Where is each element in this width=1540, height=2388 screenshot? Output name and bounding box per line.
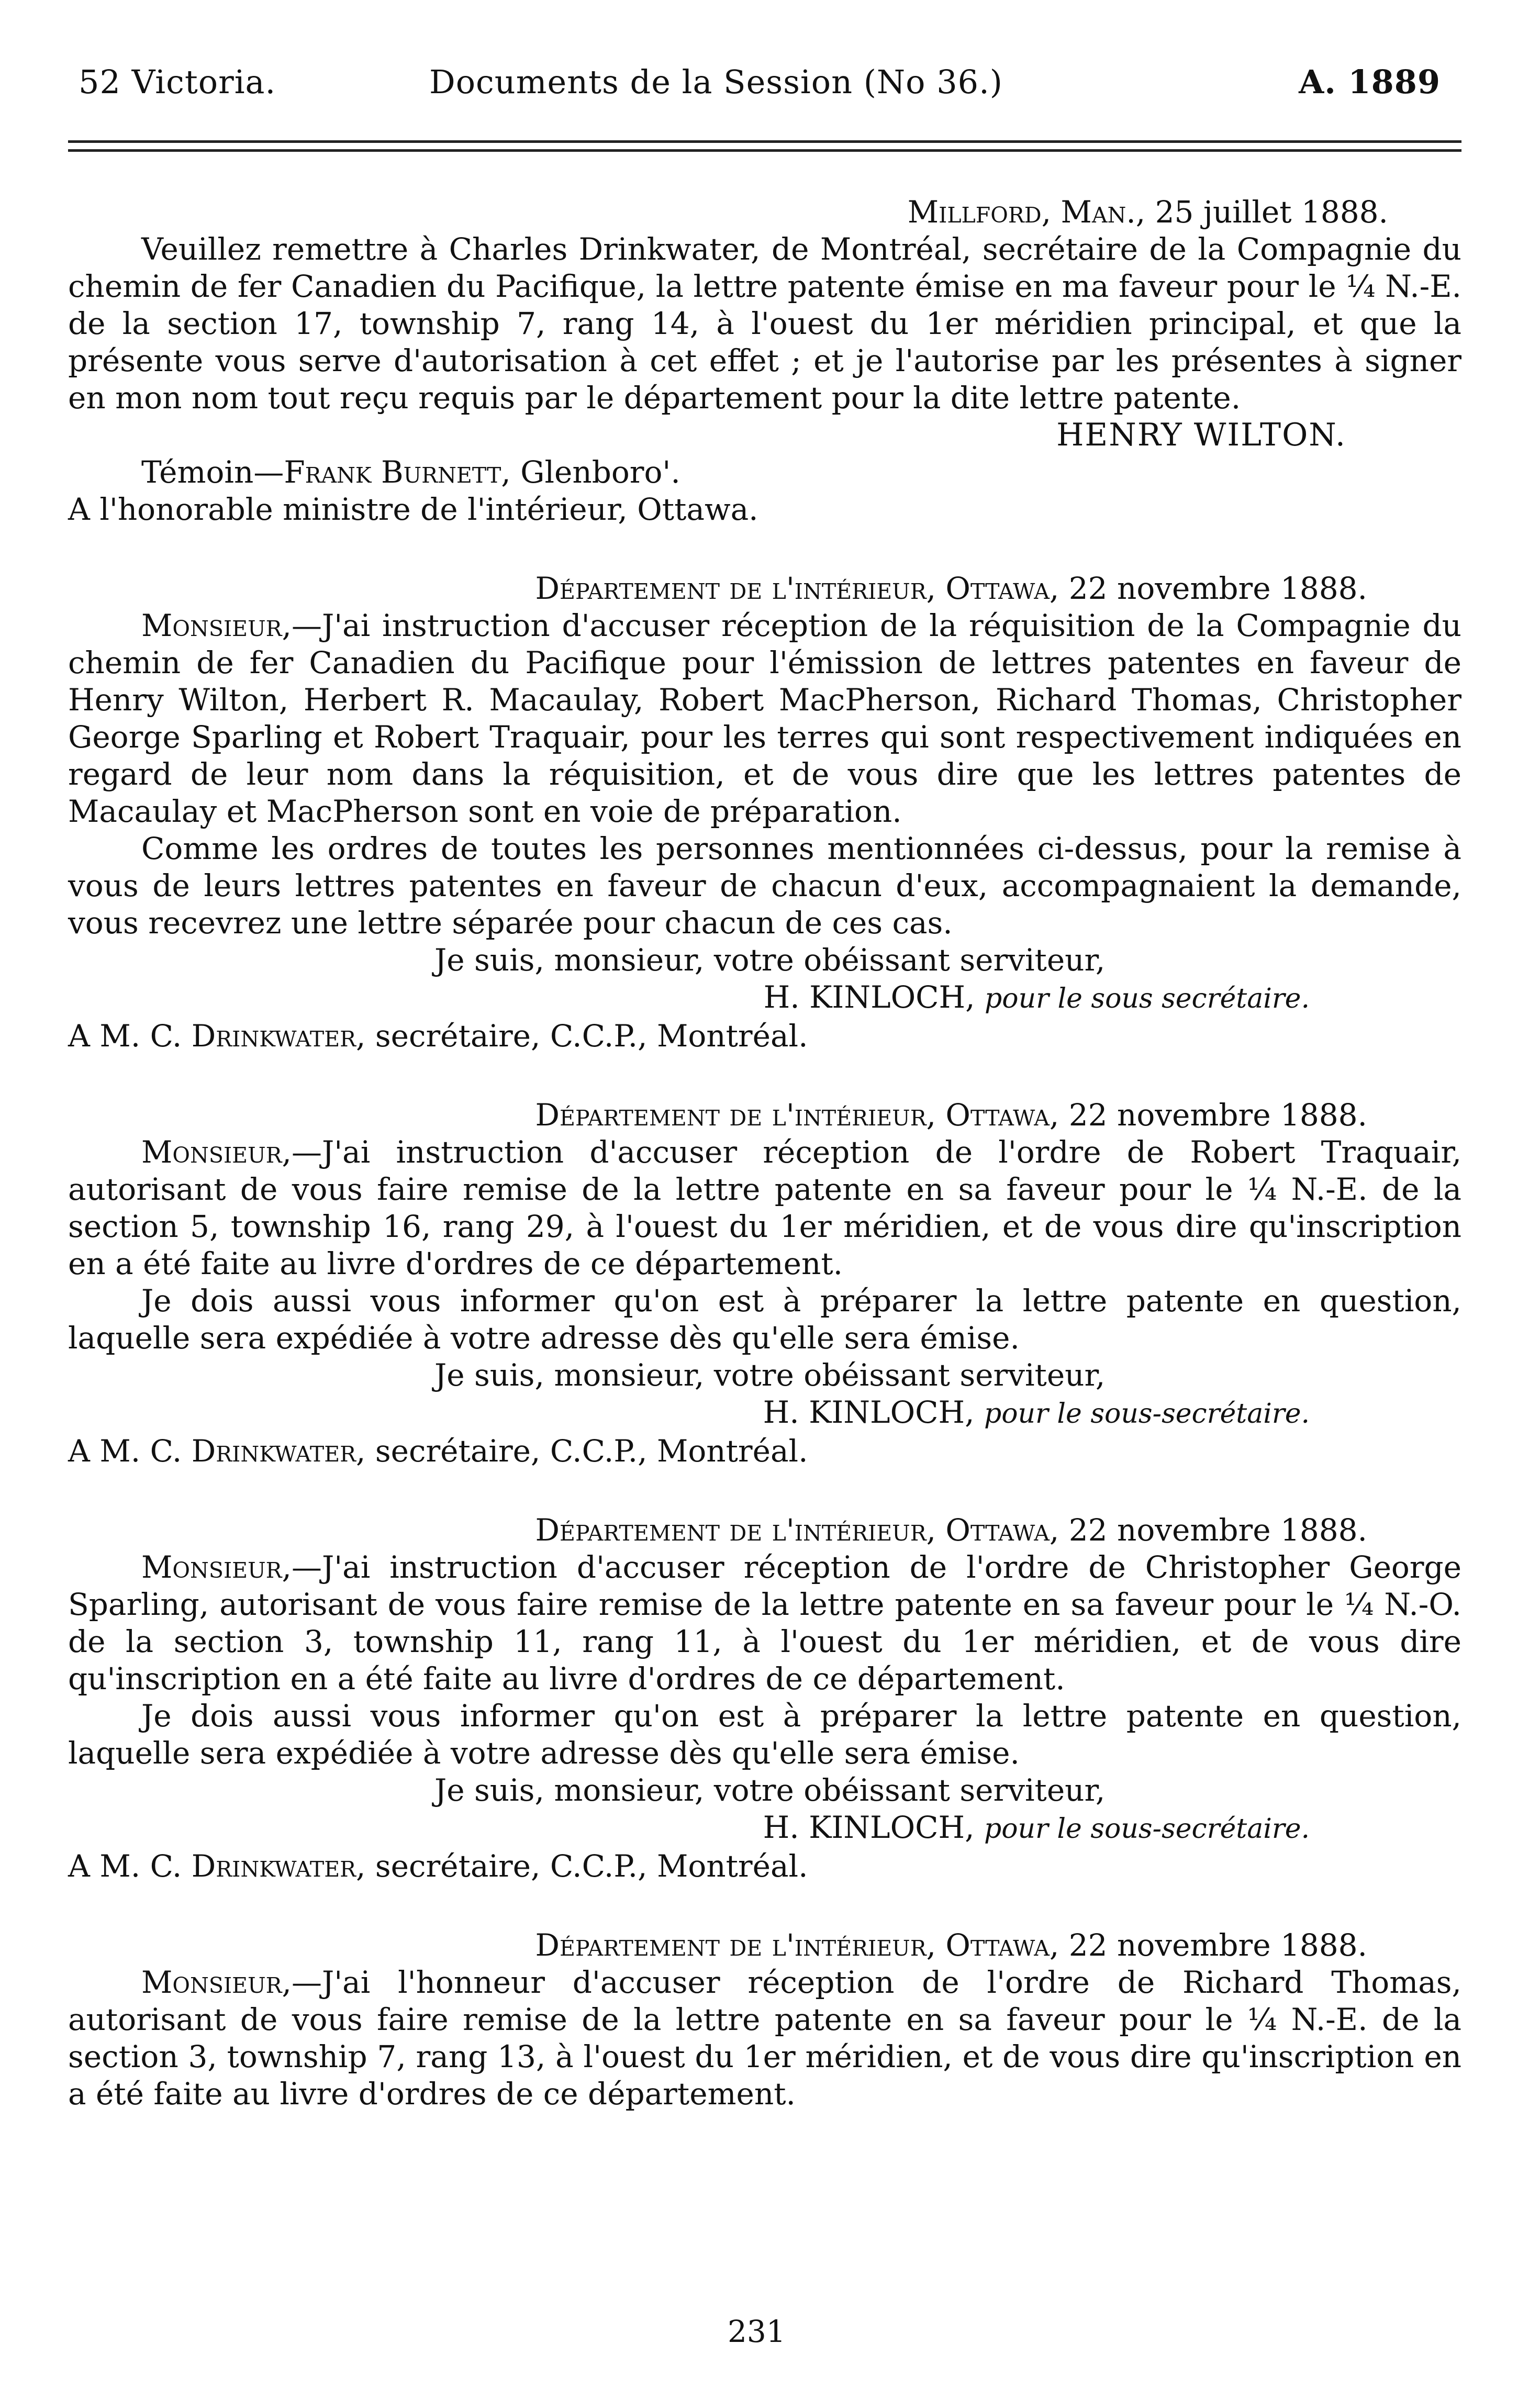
header-volume: 52 Victoria. xyxy=(79,63,276,101)
letter-place: Millford, Man., xyxy=(907,194,1146,230)
signer-name: H. KINLOCH, xyxy=(763,979,975,1015)
letter-signature: HENRY WILTON. xyxy=(1056,417,1346,453)
letter-date: 22 novembre 1888. xyxy=(1068,1097,1367,1133)
letter-sparling xyxy=(68,1512,1461,1885)
letter-salutation: Monsieur, xyxy=(141,1965,292,2000)
running-header xyxy=(68,63,1461,115)
witness-line xyxy=(68,454,1461,491)
letter-signer xyxy=(68,979,1461,1018)
letter-recipient xyxy=(68,1433,1461,1470)
recipient-name: Drinkwater xyxy=(191,1018,356,1054)
letter-requisition xyxy=(68,570,1461,1055)
recipient-rest: , secrétaire, C.C.P., Montréal. xyxy=(356,1018,808,1054)
letter-paragraph xyxy=(68,1134,1461,1282)
signer-title: pour le sous-secrétaire. xyxy=(984,1813,1310,1845)
letter-paragraph-text: —J'ai instruction d'accuser réception de l'ordre de Robert Traquair, autorisant de vous faire remise de la lettre patente en sa faveur pour le ¼ N.-E. de la section 5, township 16, rang 29, à l'ouest du 1er méridien, et de vous dire qu'inscription en a été faite au livre d'ordres de ce département. xyxy=(68,1134,1461,1281)
letter-signer xyxy=(68,1394,1461,1433)
recipient-rest: , secrétaire, C.C.P., Montréal. xyxy=(356,1848,808,1884)
letter-dateline xyxy=(68,570,1461,607)
letter-closing: Je suis, monsieur, votre obéissant serviteur, xyxy=(434,1357,1106,1393)
letter-place: Département de l'intérieur, Ottawa, xyxy=(535,1097,1059,1133)
letter-paragraph: Comme les ordres de toutes les personnes mentionnées ci-dessus, pour la remise à vous de leurs lettres patentes en faveur de chacun d'eux, accompagnaient la demande, vous recevrez une lettre séparée pour chacun de ces cas. xyxy=(68,831,1461,941)
letter-recipient xyxy=(68,1848,1461,1885)
recipient-prefix: A M. C. xyxy=(68,1018,192,1054)
letter-dateline xyxy=(68,1512,1461,1549)
letter-addressee: A l'honorable ministre de l'intérieur, Ottawa. xyxy=(68,492,758,527)
witness-place: , Glenboro'. xyxy=(501,454,680,490)
letter-paragraph-text: —J'ai l'honneur d'accuser réception de l'ordre de Richard Thomas, autorisant de vous faire remise de la lettre patente en sa faveur pour le ¼ N.-E. de la section 3, township 7, rang 13, à l'ouest du 1er méridien, et de vous dire qu'inscription en a été faite au livre d'ordres de ce département. xyxy=(68,1965,1461,2112)
letter-place: Département de l'intérieur, Ottawa, xyxy=(535,1512,1059,1548)
letter-paragraph: Veuillez remettre à Charles Drinkwater, de Montréal, secrétaire de la Compagnie du chemin de fer Canadien du Pacifique, la lettre patente émise en ma faveur pour le ¼ N.-E. de la section 17, township 7, rang 14, à l'ouest du 1er méridien principal, et que la présente vous serve d'autorisation à cet effet ; et je l'autorise par les présentes à signer en mon nom tout reçu requis par le département pour la dite lettre patente. xyxy=(68,231,1461,416)
witness-name: Frank Burnett xyxy=(284,454,501,490)
letter-paragraph xyxy=(68,607,1461,830)
signer-name: H. KINLOCH, xyxy=(763,1394,975,1430)
recipient-prefix: A M. C. xyxy=(68,1848,192,1884)
letter-paragraph-text: —J'ai instruction d'accuser réception de l'ordre de Christopher George Sparling, autorisant de vous faire remise de la lettre patente en sa faveur pour le ¼ N.-O. de la section 3, township 11, rang 11, à l'ouest du 1er méridien, et de vous dire qu'inscription en a été faite au livre d'ordres de ce département. xyxy=(68,1549,1461,1697)
letter-recipient xyxy=(68,1018,1461,1055)
letter-place: Département de l'intérieur, Ottawa, xyxy=(535,571,1059,606)
letter-paragraph: Je dois aussi vous informer qu'on est à préparer la lettre patente en question, laquelle sera expédiée à votre adresse dès qu'elle sera émise. xyxy=(68,1698,1461,1771)
letter-thomas xyxy=(68,1927,1461,2113)
letter-paragraph: Je dois aussi vous informer qu'on est à préparer la lettre patente en question, laquelle sera expédiée à votre adresse dès qu'elle sera émise. xyxy=(68,1283,1461,1356)
letter-dateline xyxy=(68,1097,1461,1134)
letter-paragraph xyxy=(68,1964,1461,2113)
letter-wilton xyxy=(68,194,1461,528)
letter-closing: Je suis, monsieur, votre obéissant serviteur, xyxy=(434,1772,1106,1808)
signer-title: pour le sous secrétaire. xyxy=(984,983,1310,1014)
letter-closing: Je suis, monsieur, votre obéissant serviteur, xyxy=(434,942,1106,978)
recipient-name: Drinkwater xyxy=(191,1433,356,1469)
letter-salutation: Monsieur, xyxy=(141,1134,292,1170)
letter-date: 25 juillet 1888. xyxy=(1155,194,1388,230)
letter-traquair xyxy=(68,1097,1461,1470)
letter-salutation: Monsieur, xyxy=(141,1549,292,1585)
recipient-name: Drinkwater xyxy=(191,1848,356,1884)
witness-label: Témoin— xyxy=(141,454,284,490)
signer-title: pour le sous-secrétaire. xyxy=(984,1398,1310,1430)
letter-date: 22 novembre 1888. xyxy=(1068,1927,1367,1963)
letter-date: 22 novembre 1888. xyxy=(1068,1512,1367,1548)
letter-place: Département de l'intérieur, Ottawa, xyxy=(535,1927,1059,1963)
recipient-prefix: A M. C. xyxy=(68,1433,192,1469)
header-year: A. 1889 xyxy=(1299,63,1441,101)
letter-paragraph-text: —J'ai instruction d'accuser réception de la réquisition de la Compagnie du chemin de fer Canadien du Pacifique pour l'émission de lettres patentes en faveur de Henry Wilton, Herbert R. Macaulay, Robert MacPherson, Richard Thomas, Christopher George Sparling et Robert Traquair, pour les terres qui sont respectivement indiquées en regard de leur nom dans la réquisition, et de vous dire que les lettres patentes de Macaulay et MacPherson sont en voie de préparation. xyxy=(68,608,1461,829)
header-rule-top xyxy=(68,140,1461,143)
page-number: 231 xyxy=(728,2314,786,2349)
signer-name: H. KINLOCH, xyxy=(763,1810,975,1845)
letter-signer xyxy=(68,1809,1461,1848)
letter-date: 22 novembre 1888. xyxy=(1068,571,1367,606)
recipient-rest: , secrétaire, C.C.P., Montréal. xyxy=(356,1433,808,1469)
letter-dateline xyxy=(68,1927,1461,1964)
document-body xyxy=(68,194,1461,2113)
header-rule-bottom xyxy=(68,149,1461,152)
header-title: Documents de la Session (No 36.) xyxy=(429,63,1003,101)
letter-dateline xyxy=(68,194,1461,231)
letter-salutation: Monsieur, xyxy=(141,608,292,643)
letter-paragraph xyxy=(68,1549,1461,1698)
